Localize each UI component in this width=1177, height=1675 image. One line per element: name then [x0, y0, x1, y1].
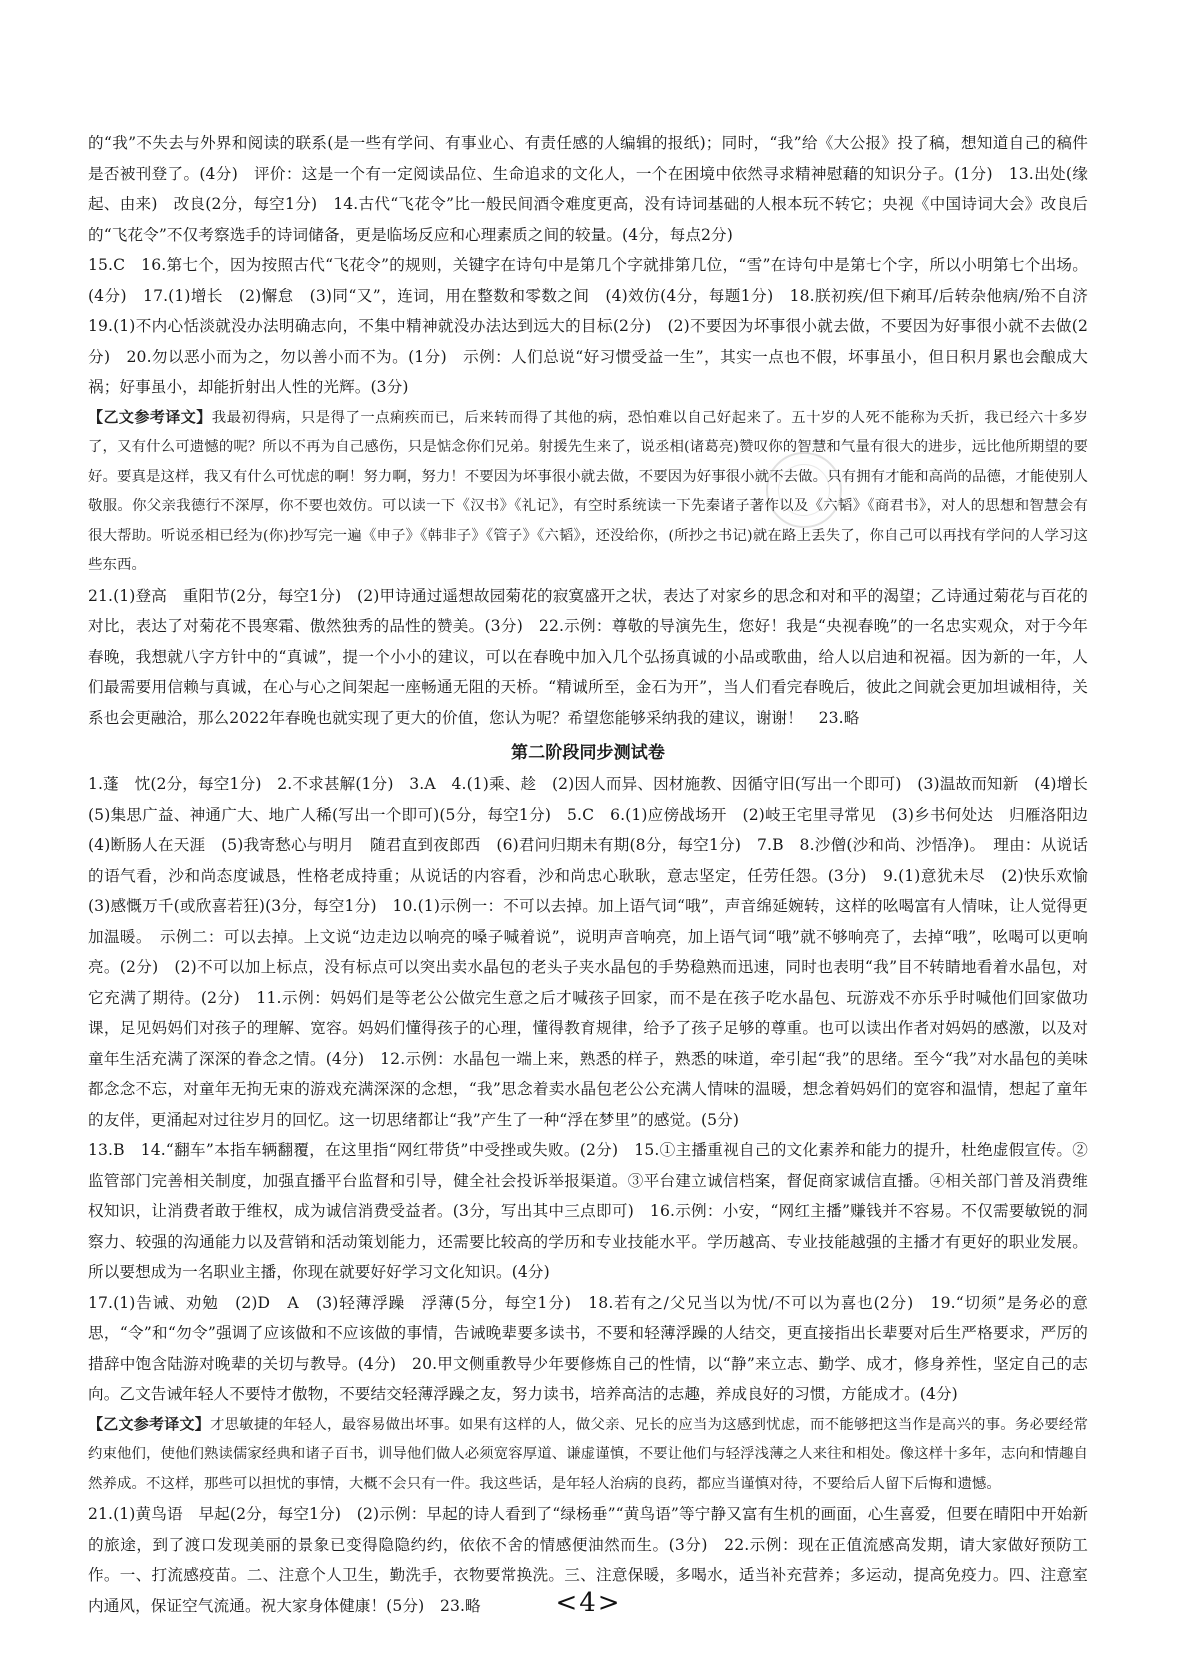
- answer-page: [88, 128, 1104, 1621]
- answer-paragraph: 17.(1)告诫、劝勉 (2)D A (3)轻薄浮躁 浮薄(5分，每空1分) 18.若有之/父兄当以为忧/不可以为喜也(2分) 19.“切须”是务必的意思，“令”和“勿令”强调了应该做和不应该做的事情，告诫晚辈要多读书，不要和轻薄浮躁的人结交，更直接指出长辈要对后生严格要求，严厉的措辞中饱含陆游对晚辈的关切与教导。(4分) 20.甲文侧重教导少年要修炼自己的性情，以“静”来立志、勤学、成才，修身养性，坚定自己的志向。乙文告诫年轻人不要恃才傲物，不要结交轻薄浮躁之友，努力读书，培养高洁的志趣，养成良好的习惯，方能成才。(4分): [88, 1293, 1088, 1403]
- translation-paragraph: [88, 403, 1088, 581]
- answer-paragraph: 21.(1)登高 重阳节(2分，每空1分) (2)甲诗通过遥想故园菊花的寂寞盛开之状，表达了对家乡的思念和对和平的渴望；乙诗通过菊花与百花的对比，表达了对菊花不畏寒霜、傲然独秀的品性的赞美。(3分) 22.示例：尊敬的导演先生，您好！我是“央视春晚”的一名忠实观众，对于今年春晚，我想就八字方针中的“真诚”，提一个小小的建议，可以在春晚中加入几个弘扬真诚的小品或歌曲，给人以启迪和祝福。因为新的一年，人们最需要用信赖与真诚，在心与心之间架起一座畅通无阻的天桥。“精诚所至，金石为开”，当人们看完春晚后，彼此之间就会更加坦诚相待，关系也会更融洽，那么2022年春晚也就实现了更大的价值，您认为呢？希望您能够采纳我的建议，谢谢！ 23.略: [88, 586, 1088, 727]
- section-title: 第二阶段同步测试卷: [511, 743, 665, 763]
- answer-paragraph: 的“我”不失去与外界和阅读的联系(是一些有学问、有事业心、有责任感的人编辑的报纸)；同时，“我”给《大公报》投了稿，想知道自己的稿件是否被刊登了。(4分) 评价：这是一个有一定阅读品位、生命追求的文化人，一个在困境中依然寻求精神慰藉的知识分子。(1分) 13.出处(缘起、由来) 改良(2分，每空1分) 14.古代“飞花令”比一般民间酒令难度更高，没有诗词基础的人根本玩不转它；央视《中国诗词大会》改良后的“飞花令”不仅考察选手的诗词储备，更是临场反应和心理素质之间的较量。(4分，每点2分): [88, 134, 1088, 244]
- translation-text: 我最初得病，只是得了一点痢疾而已，后来转而得了其他的病，恐怕难以自己好起来了。五十岁的人死不能称为夭折，我已经六十多岁了，又有什么可遗憾的呢？所以不再为自己感伤，只是惦念你们兄弟。射援先生来了，说丞相(诸葛亮)赞叹你的智慧和气量有很大的进步，远比他所期望的要好。要真是这样，我又有什么可忧虑的啊！努力啊，努力！不要因为坏事很小就去做，不要因为好事很小就不去做。只有拥有才能和高尚的品德，才能使别人敬服。你父亲我德行不深厚，你不要也效仿。可以读一下《汉书》《礼记》，有空时系统读一下先秦诸子著作以及《六韬》《商君书》，对人的思想和智慧会有很大帮助。听说丞相已经为(你)抄写完一遍《申子》《韩非子》《管子》《六韬》，还没给你，(所抄之书记)就在路上丢失了，你自己可以再找有学问的人学习这些东西。: [88, 409, 1088, 573]
- translation-paragraph: [88, 1410, 1088, 1500]
- answer-paragraph: 13.B 14.“翻车”本指车辆翻覆，在这里指“网红带货”中受挫或失败。(2分) 15.①主播重视自己的文化素养和能力的提升，杜绝虚假宣传。②监管部门完善相关制度，加强直播平台监督和引导，健全社会投诉举报渠道。③平台建立诚信档案，督促商家诚信直播。④相关部门普及消费维权知识，让消费者敢于维权，成为诚信消费受益者。(3分，写出其中三点即可) 16.示例：小安，“网红主播”赚钱并不容易。不仅需要敏锐的洞察力、较强的沟通能力以及营销和活动策划能力，还需要比较高的学历和专业技能水平。学历越高、专业技能越强的主播才有更好的职业发展。所以要想成为一名职业主播，你现在就要好好学习文化知识。(4分): [88, 1141, 1088, 1281]
- page-number: <4>: [555, 1588, 622, 1618]
- translation-label: 【乙文参考译文】: [88, 407, 212, 426]
- translation-text: 才思敏捷的年轻人，最容易做出坏事。如果有这样的人，做父亲、兄长的应当为这感到忧虑，而不能够把这当作是高兴的事。务必要经常约束他们，使他们熟读儒家经典和诸子百书，训导他们做人必须宽容厚道、谦虚谨慎，不要让他们与轻浮浅薄之人来往和相处。像这样十多年，志向和情趣自然养成。不这样，那些可以担忧的事情，大概不会只有一件。我这些话，是年轻人治病的良药，都应当谨慎对待，不要给后人留下后悔和遗憾。: [88, 1416, 1088, 1492]
- translation-label: 【乙文参考译文】: [88, 1414, 210, 1433]
- answer-paragraph: 15.C 16.第七个，因为按照古代“飞花令”的规则，关键字在诗句中是第几个字就排第几位，“雪”在诗句中是第七个字，所以小明第七个出场。(4分) 17.(1)增长 (2)懈怠 (3)同“又”，连词，用在整数和零数之间 (4)效仿(4分，每题1分) 18.朕初疾/但下痢耳/后转杂他病/殆不自济 19.(1)不内心恬淡就没办法明确志向，不集中精神就没办法达到远大的目标(2分) (2)不要因为坏事很小就去做，不要因为好事很小就不去做(2分) 20.勿以恶小而为之，勿以善小而不为。(1分) 示例：人们总说“好习惯受益一生”，其实一点也不假，坏事虽小，但日积月累也会酿成大祸；好事虽小，却能折射出人性的光辉。(3分): [88, 256, 1104, 396]
- answer-paragraph: 21.(1)黄鸟语 早起(2分，每空1分) (2)示例：早起的诗人看到了“绿杨垂”“黄鸟语”等宁静又富有生机的画面，心生喜爱，但要在晴阳中开始新的旅途，到了渡口发现美丽的景象已变得隐隐约约，依依不舍的情感便油然而生。(3分) 22.示例：现在正值流感高发期，请大家做好预防工作。一、打流感疫苗。二、注意个人卫生，勤洗手，衣物要常换洗。三、注意保暖，多喝水，适当补充营养；多运动，提高免疫力。四、注意室内通风，保证空气流通。祝大家身体健康！(5分) 23.略: [88, 1505, 1088, 1615]
- answer-paragraph: 1.蓬 忱(2分，每空1分) 2.不求甚解(1分) 3.A 4.(1)乘、趁 (2)因人而异、因材施教、因循守旧(写出一个即可) (3)温故而知新 (4)增长 (5)集思广益、神通广大、地广人稀(写出一个即可)(5分，每空1分) 5.C 6.(1)应傍战场开 (2)岐王宅里寻常见 (3)乡书何处达 归雁洛阳边 (4)断肠人在天涯 (5)我寄愁心与明月 随君直到夜郎西 (6)君问归期未有期(8分，每空1分) 7.B 8.沙僧(沙和尚、沙悟净)。 理由：从说话的语气看，沙和尚态度诚恳，性格老成持重；从说话的内容看，沙和尚忠心耿耿，意志坚定，任劳任怨。(3分) 9.(1)意犹未尽 (2)快乐欢愉 (3)感慨万千(或欣喜若狂)(3分，每空1分) 10.(1)示例一：不可以去掉。加上语气词“哦”，声音绵延婉转，这样的吆喝富有人情味，让人觉得更加温暖。 示例二：可以去掉。上文说“边走边以响亮的嗓子喊着说”，说明声音响亮，加上语气词“哦”就不够响亮了，去掉“哦”，吆喝可以更响亮。(2分) (2)不可以加上标点，没有标点可以突出卖水晶包的老头子夹水晶包的手势稳熟而迅速，同时也表明“我”目不转睛地看着水晶包，对它充满了期待。(2分) 11.示例：妈妈们是等老公公做完生意之后才喊孩子回家，而不是在孩子吃水晶包、玩游戏不亦乐乎时喊他们回家做功课，足见妈妈们对孩子的理解、宽容。妈妈们懂得孩子的心理，懂得教育规律，给予了孩子足够的尊重。也可以读出作者对妈妈的感激，以及对童年生活充满了深深的眷念之情。(4分) 12.示例：水晶包一端上来，熟悉的样子，熟悉的味道，牵引起“我”的思绪。至今“我”对水晶包的美味都念念不忘，对童年无拘无束的游戏充满深深的念想，“我”思念着卖水晶包老公公充满人情味的温暖，想念着妈妈们的宽容和温情，想起了童年的友伴，更涌起对过往岁月的回忆。这一切思绪都让“我”产生了一种“浮在梦里”的感觉。(5分): [88, 775, 1104, 1129]
